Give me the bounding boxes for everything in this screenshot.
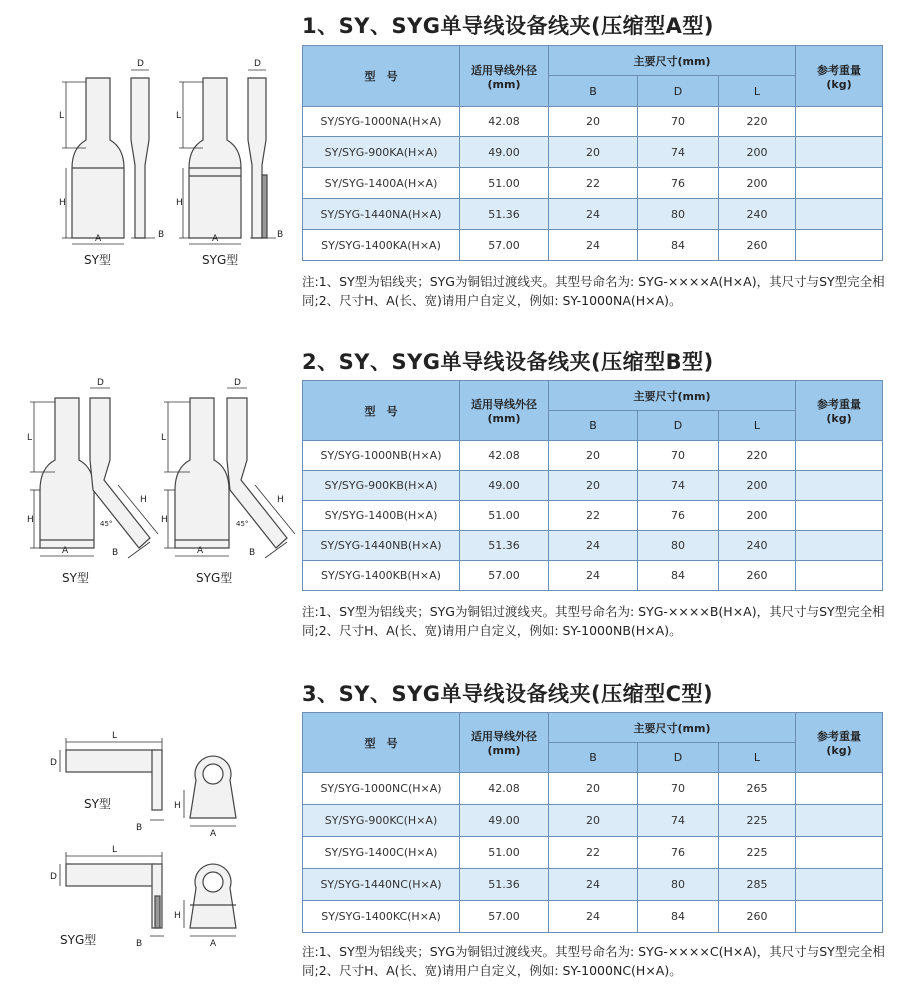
dim-l-label: L <box>112 845 118 855</box>
dim-a-label: A <box>210 939 217 949</box>
header-l: L <box>719 76 796 107</box>
dim-h-label: H <box>174 801 181 811</box>
cell-od: 57.00 <box>460 901 549 933</box>
cell-model: SY/SYG-900KA(H×A) <box>303 137 460 168</box>
header-weight <box>796 46 883 107</box>
cell-model: SY/SYG-1400KC(H×A) <box>303 901 460 933</box>
cell-b: 20 <box>549 441 638 471</box>
dim-b-label: B <box>136 939 143 949</box>
header-od-line1: 适用导线外径 <box>471 398 537 411</box>
cell-b: 20 <box>549 773 638 805</box>
dim-h-label: H <box>140 495 147 505</box>
header-dims: 主要尺寸(mm) <box>549 713 796 743</box>
cell-l: 200 <box>719 168 796 199</box>
cell-od: 51.36 <box>460 199 549 230</box>
syg-type-label: SYG型 <box>202 253 239 267</box>
table-row <box>303 168 883 199</box>
header-b: B <box>549 743 638 773</box>
header-model: 型 号 <box>303 713 460 773</box>
cell-d: 76 <box>638 837 719 869</box>
table-row <box>303 805 883 837</box>
dim-d-label: D <box>50 758 57 768</box>
section-c-title: 3、SY、SYG单导线设备线夹(压缩型C型) <box>302 682 714 706</box>
cell-d: 76 <box>638 168 719 199</box>
dim-h-label: H <box>174 911 181 921</box>
cell-b: 24 <box>549 199 638 230</box>
cell-model: SY/SYG-1000NC(H×A) <box>303 773 460 805</box>
cell-weight <box>796 773 883 805</box>
header-od-line2: (mm) <box>487 77 521 91</box>
cell-d: 74 <box>638 805 719 837</box>
header-l: L <box>719 743 796 773</box>
dim-h-label: H <box>277 495 284 505</box>
cell-od: 42.08 <box>460 107 549 137</box>
header-od-line1: 适用导线外径 <box>471 730 537 743</box>
sy-type-label: SY型 <box>62 571 89 585</box>
dim-h-label: H <box>161 515 168 525</box>
header-dims: 主要尺寸(mm) <box>549 46 796 76</box>
cell-d: 80 <box>638 869 719 901</box>
dim-b-label: B <box>277 230 284 240</box>
table-row <box>303 199 883 230</box>
cell-l: 225 <box>719 805 796 837</box>
table-row <box>303 230 883 261</box>
dim-d-label: D <box>97 378 104 388</box>
cell-weight <box>796 137 883 168</box>
cell-b: 22 <box>549 837 638 869</box>
cell-b: 22 <box>549 168 638 199</box>
header-weight-line1: 参考重量 <box>817 63 861 77</box>
dim-l-label: L <box>112 731 118 741</box>
cell-model: SY/SYG-1400KB(H×A) <box>303 561 460 591</box>
header-b: B <box>549 411 638 441</box>
dim-b-label: B <box>136 823 143 833</box>
cell-od: 51.36 <box>460 869 549 901</box>
cell-d: 84 <box>638 561 719 591</box>
cell-l: 200 <box>719 471 796 501</box>
cell-weight <box>796 869 883 901</box>
table-row <box>303 773 883 805</box>
dim-a-label: A <box>197 546 204 556</box>
cell-b: 22 <box>549 501 638 531</box>
table-row <box>303 901 883 933</box>
section-b-title: 2、SY、SYG单导线设备线夹(压缩型B型) <box>302 350 714 374</box>
header-dims: 主要尺寸(mm) <box>549 381 796 411</box>
cell-model: SY/SYG-1440NC(H×A) <box>303 869 460 901</box>
dim-a-label: A <box>95 234 102 244</box>
cell-d: 70 <box>638 773 719 805</box>
header-weight-line2: (kg) <box>826 77 852 91</box>
table-row <box>303 441 883 471</box>
cell-model: SY/SYG-1400A(H×A) <box>303 168 460 199</box>
dim-a-label: A <box>210 829 217 839</box>
cell-l: 240 <box>719 199 796 230</box>
header-weight-line1: 参考重量 <box>817 730 861 743</box>
cell-d: 74 <box>638 137 719 168</box>
header-l: L <box>719 411 796 441</box>
dim-h-label: H <box>27 515 34 525</box>
cell-model: SY/SYG-900KC(H×A) <box>303 805 460 837</box>
cell-od: 49.00 <box>460 137 549 168</box>
cell-weight <box>796 561 883 591</box>
dim-l-label: L <box>161 433 167 443</box>
cell-l: 220 <box>719 441 796 471</box>
syg-type-label: SYG型 <box>60 933 97 947</box>
cell-l: 260 <box>719 230 796 261</box>
cell-l: 260 <box>719 901 796 933</box>
header-weight <box>796 381 883 441</box>
cell-d: 76 <box>638 501 719 531</box>
cell-od: 57.00 <box>460 561 549 591</box>
table-row <box>303 137 883 168</box>
cell-od: 49.00 <box>460 471 549 501</box>
cell-model: SY/SYG-1400B(H×A) <box>303 501 460 531</box>
dim-b-label: B <box>249 548 256 558</box>
sy-type-label: SY型 <box>84 253 111 267</box>
cell-od: 49.00 <box>460 805 549 837</box>
spec-table-a <box>302 45 883 261</box>
header-od-line2: (mm) <box>487 744 521 757</box>
dim-d-label: D <box>234 378 241 388</box>
dim-d-label: D <box>50 872 57 882</box>
cell-od: 42.08 <box>460 441 549 471</box>
header-od-line2: (mm) <box>487 412 521 425</box>
cell-model: SY/SYG-1000NA(H×A) <box>303 107 460 137</box>
header-weight-line2: (kg) <box>826 412 852 425</box>
cell-d: 80 <box>638 531 719 561</box>
cell-weight <box>796 531 883 561</box>
cell-model: SY/SYG-1400C(H×A) <box>303 837 460 869</box>
cell-weight <box>796 471 883 501</box>
cell-weight <box>796 901 883 933</box>
dim-angle-label: 45° <box>236 520 249 528</box>
cell-weight <box>796 837 883 869</box>
cell-l: 200 <box>719 137 796 168</box>
table-row <box>303 561 883 591</box>
cell-b: 24 <box>549 531 638 561</box>
cell-weight <box>796 230 883 261</box>
syg-type-label: SYG型 <box>196 571 233 585</box>
cell-b: 24 <box>549 901 638 933</box>
table-row <box>303 869 883 901</box>
cell-l: 285 <box>719 869 796 901</box>
header-weight <box>796 713 883 773</box>
dim-l-label: L <box>59 111 65 121</box>
dim-h-label: H <box>59 198 66 208</box>
header-od-line1: 适用导线外径 <box>471 63 537 77</box>
dim-h-label: H <box>176 198 183 208</box>
section-c-note: 注:1、SY型为铝线夹；SYG为铜铝过渡线夹。其型号命名为: SYG-××××C(H×A)，其尺寸与SY型完全相同;2、尺寸H、A(长、宽)请用户自定义，例如: SY-1000NC(H×A)。 <box>302 944 885 978</box>
dim-b-label: B <box>158 230 165 240</box>
section-b-note: 注:1、SY型为铝线夹；SYG为铜铝过渡线夹。其型号命名为: SYG-××××B(H×A)，其尺寸与SY型完全相同;2、尺寸H、A(长、宽)请用户自定义，例如: SY-1000NB(H×A)。 <box>302 604 885 638</box>
cell-l: 225 <box>719 837 796 869</box>
header-od <box>460 46 549 107</box>
dim-b-label: B <box>112 548 119 558</box>
cell-b: 20 <box>549 107 638 137</box>
cell-weight <box>796 199 883 230</box>
cell-b: 20 <box>549 805 638 837</box>
section-a-title: 1、SY、SYG单导线设备线夹(压缩型A型) <box>302 14 714 38</box>
dim-l-label: L <box>176 111 182 121</box>
header-od <box>460 713 549 773</box>
cell-weight <box>796 168 883 199</box>
cell-model: SY/SYG-1440NB(H×A) <box>303 531 460 561</box>
spec-table-c <box>302 712 883 933</box>
cell-weight <box>796 805 883 837</box>
dim-d-label: D <box>254 59 261 69</box>
header-weight-line2: (kg) <box>826 744 852 757</box>
cell-b: 20 <box>549 137 638 168</box>
section-b-drawing <box>0 330 300 600</box>
cell-weight <box>796 501 883 531</box>
cell-model: SY/SYG-1440NA(H×A) <box>303 199 460 230</box>
cell-l: 265 <box>719 773 796 805</box>
cell-d: 70 <box>638 107 719 137</box>
cell-d: 74 <box>638 471 719 501</box>
cell-model: SY/SYG-900KB(H×A) <box>303 471 460 501</box>
cell-d: 84 <box>638 230 719 261</box>
cell-l: 260 <box>719 561 796 591</box>
header-weight-line1: 参考重量 <box>817 398 861 411</box>
cell-d: 84 <box>638 901 719 933</box>
cell-weight <box>796 107 883 137</box>
cell-b: 20 <box>549 471 638 501</box>
cell-b: 24 <box>549 230 638 261</box>
header-d: D <box>638 76 719 107</box>
dim-a-label: A <box>212 234 219 244</box>
header-b: B <box>549 76 638 107</box>
cell-model: SY/SYG-1000NB(H×A) <box>303 441 460 471</box>
section-a-note: 注:1、SY型为铝线夹；SYG为铜铝过渡线夹。其型号命名为: SYG-××××A(H×A)，其尺寸与SY型完全相同;2、尺寸H、A(长、宽)请用户自定义，例如: SY-1000NA(H×A)。 <box>302 274 885 308</box>
table-row <box>303 837 883 869</box>
table-row <box>303 107 883 137</box>
cell-od: 51.00 <box>460 168 549 199</box>
cell-od: 57.00 <box>460 230 549 261</box>
header-model: 型 号 <box>303 46 460 107</box>
cell-weight <box>796 441 883 471</box>
cell-od: 51.00 <box>460 501 549 531</box>
header-d: D <box>638 743 719 773</box>
dim-d-label: D <box>137 59 144 69</box>
cell-b: 24 <box>549 561 638 591</box>
table-row <box>303 531 883 561</box>
header-d: D <box>638 411 719 441</box>
dim-angle-label: 45° <box>100 520 113 528</box>
cell-od: 51.00 <box>460 837 549 869</box>
table-row <box>303 501 883 531</box>
header-model: 型 号 <box>303 381 460 441</box>
cell-od: 51.36 <box>460 531 549 561</box>
cell-l: 200 <box>719 501 796 531</box>
cell-d: 70 <box>638 441 719 471</box>
cell-d: 80 <box>638 199 719 230</box>
cell-od: 42.08 <box>460 773 549 805</box>
section-c-drawing <box>0 660 300 960</box>
cell-model: SY/SYG-1400KA(H×A) <box>303 230 460 261</box>
cell-l: 220 <box>719 107 796 137</box>
cell-b: 24 <box>549 869 638 901</box>
dim-l-label: L <box>27 433 33 443</box>
header-od <box>460 381 549 441</box>
table-row <box>303 471 883 501</box>
section-a-drawing <box>0 0 300 280</box>
dim-a-label: A <box>62 546 69 556</box>
sy-type-label: SY型 <box>84 797 111 811</box>
spec-table-b <box>302 380 883 591</box>
cell-l: 240 <box>719 531 796 561</box>
